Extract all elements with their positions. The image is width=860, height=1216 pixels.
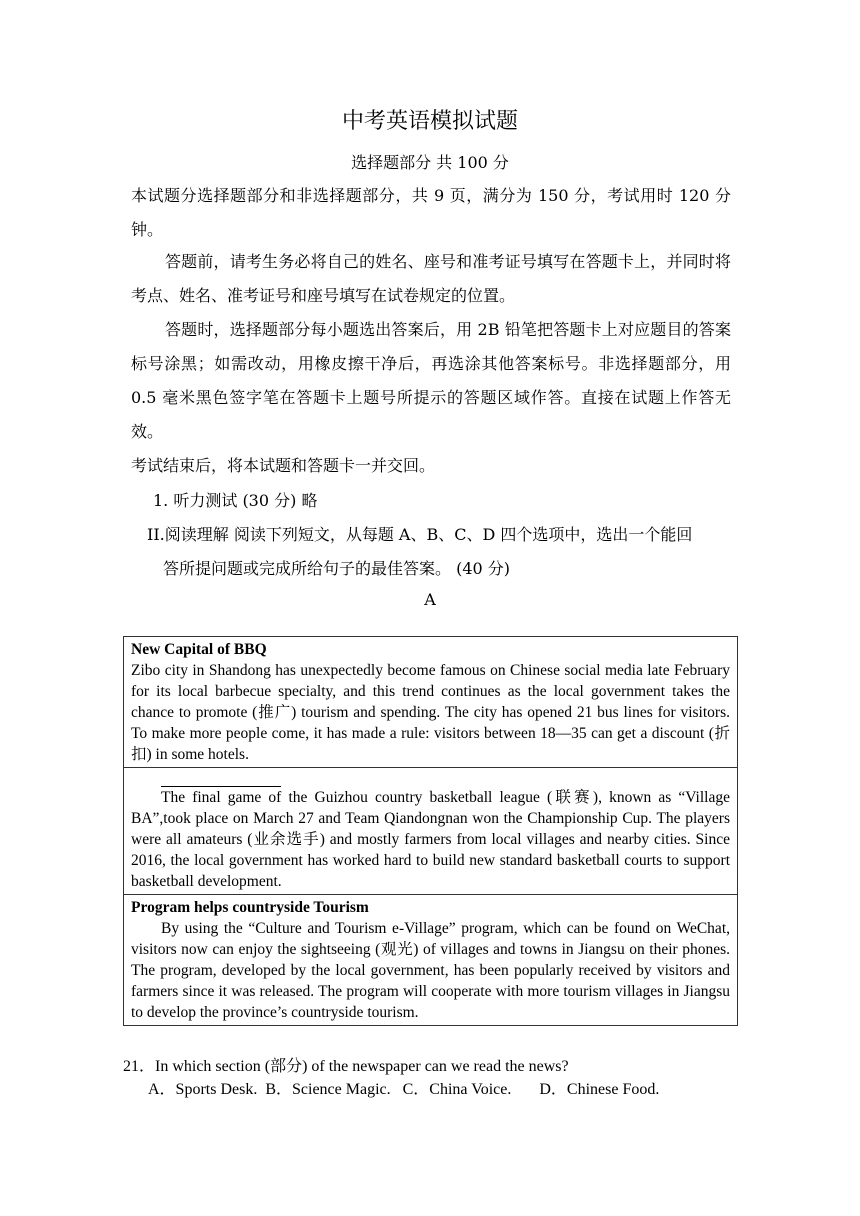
listening-section-line: 1. 听力测试 (30 分) 略 (153, 491, 318, 510)
question-options: A．Sports Desk. B．Science Magic. C．China Voice. D．Chinese Food. (148, 1081, 660, 1098)
instruction-paragraph-3: 答题时，选择题部分每小题选出答案后，用 2B 铅笔把答题卡上对应题目的答案标号涂黑；如需改动，用橡皮擦干净后，再选涂其他答案标号。非选择题部分，用 0.5 毫米黑色签字笔在答题卡上题号所提示的答题区域作答。直接在试题上作答无效。 (131, 320, 731, 441)
instruction-paragraph-1: 本试题分选择题部分和非选择题部分，共 9 页，满分为 150 分，考试用时 120 分钟。 (131, 186, 731, 239)
title-blank (161, 770, 281, 787)
reading-section-line-1: II.阅读理解 阅读下列短文，从每题 A、B、C、D 四个选项中，选出一个能回 (147, 525, 693, 544)
question-stem: 21．In which section (部分) of the newspaper can we read the news? (123, 1058, 569, 1075)
news-title: New Capital of BBQ (131, 641, 267, 658)
instruction-paragraph-2: 答题前，请考生务必将自己的姓名、座号和准考证号填写在答题卡上，并同时将考点、姓名、准考证号和座号填写在试卷规定的位置。 (131, 252, 731, 305)
news-body: By using the “Culture and Tourism e-Village” program, which can be found on WeChat, visitors now can enjoy the sightseeing (观光) of villages and towns in Jiangsu on their phones. The program, developed by the local government, has been popularly received by visitors and farmers since it was released. The program will cooperate with more tourism villages in Jiangsu to develop the province’s countryside tourism. (131, 920, 730, 1021)
news-item (124, 637, 737, 767)
instruction-paragraph-4: 考试结束后，将本试题和答题卡一并交回。 (131, 456, 436, 475)
reading-section-line-2: 答所提问题或完成所给句子的最佳答案。 (40 分) (163, 559, 511, 578)
news-item (124, 894, 737, 1025)
page-title: 中考英语模拟试题 (341, 109, 518, 134)
news-title: Program helps countryside Tourism (131, 899, 369, 916)
page-subtitle: 选择题部分 共 100 分 (351, 153, 509, 172)
news-item (124, 767, 737, 894)
news-body: The final game of the Guizhou country basketball league (联赛), known as “Village BA”,took place on March 27 and Team Qiandongnan won the Championship Cup. The players were all amateurs (业余选手) and mostly farmers from local villages and nearby cities. Since 2016, the local government has worked hard to build new standard basketball courts to support basketball development. (131, 789, 730, 890)
news-body: Zibo city in Shandong has unexpectedly become famous on Chinese social media late February for its local barbecue specialty, and this trend continues as the local government takes the chance to promote (推广) tourism and spending. The city has opened 21 bus lines for visitors. To make more people come, it has made a rule: visitors between 18—35 can get a discount (折扣) in some hotels. (131, 662, 730, 763)
part-label: A (424, 590, 436, 609)
news-table (123, 636, 738, 1026)
